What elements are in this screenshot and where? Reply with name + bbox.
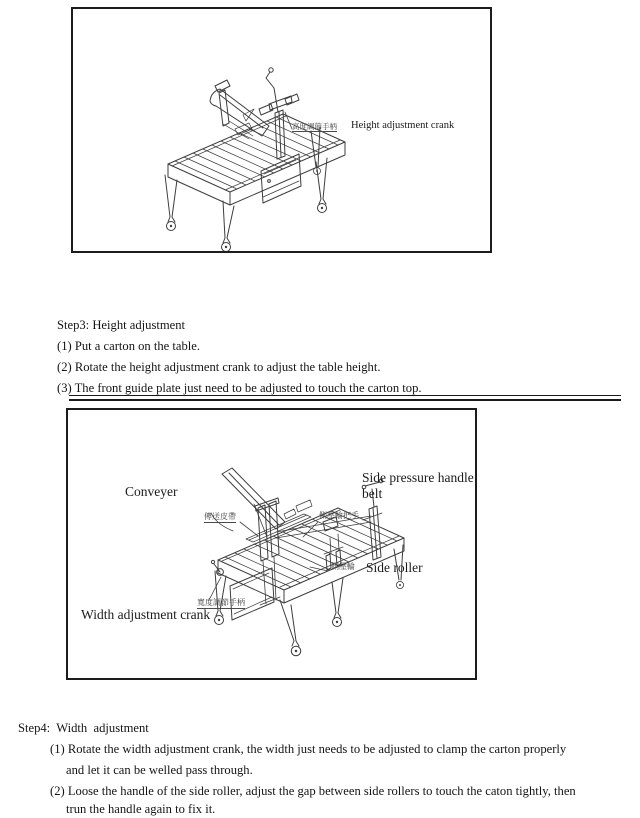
center-columns — [255, 498, 280, 605]
callout-height-crank-cn: 高度調節手柄 — [292, 122, 337, 131]
step3-title: Step3: Height adjustment — [57, 318, 186, 332]
figure-height-adjustment — [71, 7, 492, 253]
step4-title: Step4: Width adjustment — [18, 721, 149, 735]
label-side-roller-handle-cn: 側壓輪把手 — [319, 511, 359, 520]
step4-item-2: (2) Loose the handle of the side roller, adjust the gap between side rollers to touch the caton tightly, then — [50, 784, 576, 798]
folding-arm — [222, 468, 285, 537]
leader-width-crank — [209, 577, 221, 600]
label-conveyer: Conveyer — [125, 484, 178, 499]
control-box — [261, 154, 301, 203]
leader-side-roller-handle — [303, 522, 318, 537]
label-side-pressure-line2: belt — [362, 486, 383, 501]
leader-height-crank — [285, 112, 292, 129]
machine-drawing-width-adjustment — [68, 410, 475, 678]
section-divider — [69, 395, 621, 401]
callout-height-crank-en: Height adjustment crank — [351, 120, 455, 131]
figure-width-adjustment — [66, 408, 477, 680]
label-belt-cn: 傳送皮帶 — [204, 512, 236, 521]
step4-item-2-cont: trun the handle again to fix it. — [66, 802, 216, 816]
folding-arm — [210, 80, 269, 139]
label-width-crank-cn: 寬度調節手柄 — [197, 598, 245, 607]
label-side-roller-en: Side roller — [366, 560, 423, 575]
label-side-roller-cn: 側壓輪 — [331, 562, 355, 571]
label-side-pressure-line1: Side pressure handle — [362, 470, 474, 485]
legs-and-casters — [165, 127, 327, 251]
step4-item-1: (1) Rotate the width adjustment crank, the width just needs to be adjusted to clamp the carton properly — [50, 742, 567, 756]
step3-item-1: (1) Put a carton on the table. — [57, 339, 201, 353]
label-width-crank-en: Width adjustment crank — [81, 607, 211, 622]
width-crank — [211, 560, 223, 575]
step4-item-1-cont: and let it can be welled pass through. — [66, 763, 253, 777]
step3-item-2: (2) Rotate the height adjustment crank to adjust the table height. — [57, 360, 381, 374]
step3-item-3: (3) The front guide plate just need to be adjusted to touch the carton top. — [57, 381, 422, 395]
leader-belt — [240, 522, 258, 536]
height-crank-mast — [259, 68, 299, 159]
